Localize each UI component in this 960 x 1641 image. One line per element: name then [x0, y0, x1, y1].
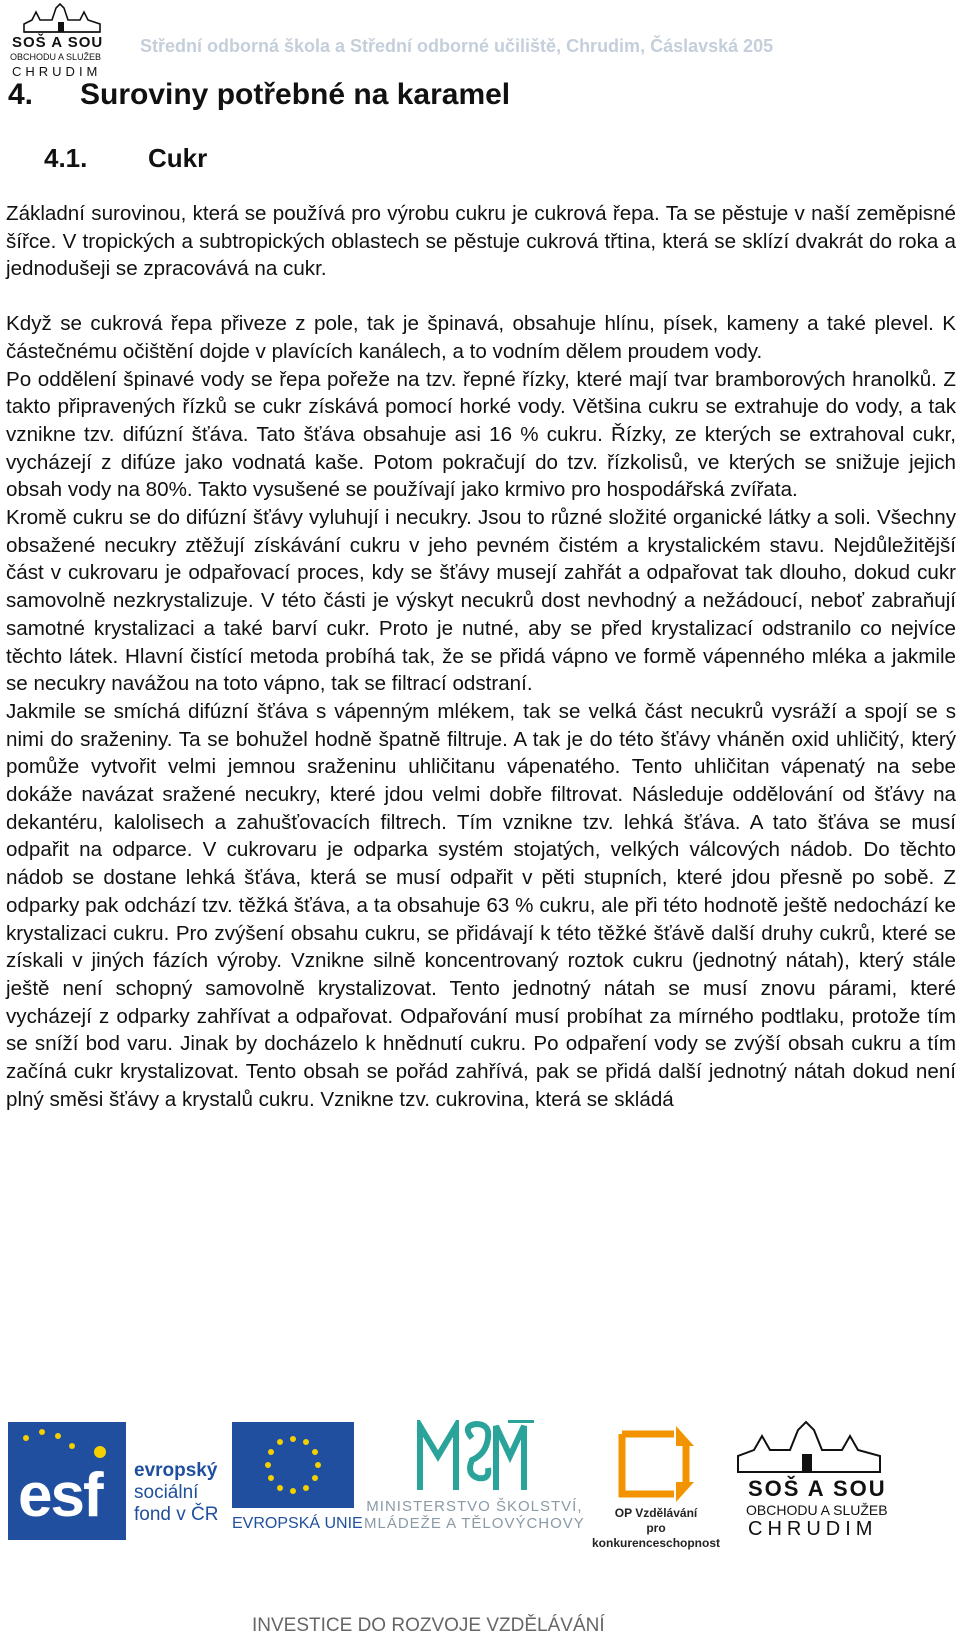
paragraph: Jakmile se smíchá difúzní šťáva s vápenným mlékem, tak se velká část necukrů vysráží a spojí se s nimi do sraženiny. Ta se bohužel hodně špatně filtruje. A tak je do této šťávy vháněn oxid uhličitý, který pomůže vytvořit velmi jemnou sraženinu uhličitanu vápenatého. Tento uhličitan vápenatý na sebe dokáže navázat sražené necukry, které jdou velmi dobře filtrovat. Následuje oddělování od šťávy na dekantéru, kalolisech a zahušťovacích filtrech. Tím vznikne tzv. lehká šťáva. A tato šťáva se musí odpařit na odparce. V cukrovaru je odparka systém stojatých, velkých válcových nádob. Do těchto nádob se dostane lehká šťáva, která se musí odpařit v pěti stupních, které jdou přesně po sobě. Z odparky pak odchází tzv. těžká šťáva, a ta obsahuje 63 % cukru, ale při této hodnotě ještě nedochází ke krystalizaci cukru. Pro zvýšení obsahu cukru, se přidávají k této těžké šťávě další druhy cukrů, které se získali v jiných fázích výroby. Vznikne silně koncentrovaný roztok cukru (jednotný nátah), který stále ještě není schopný samovolně krystalizovat. Tento jednotný nátah se musí znovu párami, které vycházejí z odparky zahřívat a odpařovat. Odpařování musí probíhat za mírného podtlaku, protože tím se sníží bod varu. Jinak by docházelo k hnědnutí cukru. Po odpaření vody se zvýší obsah cukru a tím začíná cukr krystalizovat. Tento obsah se pořád zahřívá, pak se přidá další jednotný nátah dokud není plný směsi šťávy a krystalů cukru. Vznikne tzv. cukrovina, která se skládá — [6, 699, 956, 1111]
chapter-title: Suroviny potřebné na karamel — [80, 78, 511, 111]
op-line1: OP Vzdělávání — [614, 1506, 698, 1520]
logo-line3: CHRUDIM — [12, 64, 102, 79]
investment-slogan: INVESTICE DO ROZVOJE VZDĚLÁVÁNÍ — [252, 1615, 605, 1636]
page-header — [0, 0, 960, 82]
op-logo-icon — [614, 1426, 698, 1502]
paragraph: Když se cukrová řepa přiveze z pole, tak je špinavá, obsahuje hlínu, písek, kameny a také plevel. K částečnému očištění dojde v plavících kanálech, a to vodním dělem proudem vody. — [6, 312, 956, 363]
logo-line2: OBCHODU A SLUŽEB — [10, 52, 102, 62]
op-line2: pro konkurenceschopnost — [591, 1521, 721, 1550]
esf-line2: sociální — [134, 1482, 199, 1503]
school-logo — [4, 2, 116, 80]
castle-icon — [734, 1420, 884, 1474]
eu-label: EVROPSKÁ UNIE — [232, 1515, 363, 1532]
footer-logo-line2: OBCHODU A SLUŽEB — [746, 1502, 888, 1518]
chapter-heading — [8, 78, 510, 112]
body-text — [6, 200, 956, 1114]
msmt-caption — [364, 1498, 585, 1532]
eu-flag — [232, 1422, 354, 1508]
school-logo-footer — [734, 1420, 894, 1550]
op-caption — [586, 1506, 726, 1551]
msmt-line1: MINISTERSTVO ŠKOLSTVÍ, — [366, 1498, 583, 1515]
esf-caption — [134, 1460, 218, 1526]
msmt-line2: MLÁDEŽE A TĚLOVÝCHOVY — [364, 1515, 585, 1532]
paragraph: Kromě cukru se do difúzní šťávy vyluhují i necukry. Jsou to různé složité organické látky a soli. Všechny obsažené necukry ztěžují získávání cukru v jeho pevném čistém a krystalickém stavu. Nejdůležitější část v cukrovaru je odpařovací proces, kdy se šťávy musejí zahřát a odpařovat tak dlouho, dokud cukr samovolně nezkrystalizuje. V této části je výskyt necukrů dost nevhodný a nežádoucí, neboť zabraňují samotné krystalizaci a také barví cukr. Proto je nutné, aby se před krystalizací odstranilo co nejvíce těchto látek. Hlavní čistící metoda probíhá tak, že se přidá vápno ve formě vápenného mléka a jakmile se necukry navážou na toto vápno, tak se filtrací odstraní. — [6, 506, 956, 696]
footer-logo-line3: CHRUDIM — [748, 1518, 878, 1540]
paragraph: Základní surovinou, která se používá pro výrobu cukru je cukrová řepa. Ta se pěstuje v naší zeměpisné šířce. V tropických a subtropických oblastech se pěstuje cukrová třtina, která se sklízí dvakrát do roka a jednodušeji se zpracovává na cukr. — [6, 202, 956, 281]
school-name: Střední odborná škola a Střední odborné učiliště, Chrudim, Čáslavská 205 — [140, 36, 774, 56]
paragraph: Po oddělení špinavé vody se řepa pořeže na tzv. řepné řízky, které mají tvar bramborových hranolků. Z takto připravených řízků se cukr získává pomocí horké vody. Většina cukru se extrahuje do vody, a tak vznikne tzv. difúzní šťáva. Tato šťáva obsahuje asi 16 % cukru. Řízky, ze kterých se extrahoval cukr, vycházejí z difúze jako vodnatá kaše. Potom pokračují do tzv. řízkolisů, ve kterých se snižuje jejich obsah vody na 80%. Takto vysušené se používají jako krmivo pro hospodářská zvířata. — [6, 367, 956, 502]
castle-icon — [22, 2, 102, 34]
chapter-number: 4. — [8, 78, 34, 111]
esf-line3: fond v ČR — [134, 1504, 219, 1525]
section-heading — [44, 143, 207, 174]
section-number: 4.1. — [44, 143, 88, 173]
footer-logo-line1: SOŠ A SOU — [748, 1476, 887, 1501]
msmt-logo-icon — [416, 1420, 536, 1496]
esf-mark: esf — [18, 1461, 102, 1530]
logo-line1: SOŠ A SOU — [12, 34, 104, 51]
esf-line1: evropský — [134, 1460, 218, 1481]
eu-stars-icon — [232, 1422, 354, 1508]
footer-logos — [0, 1410, 960, 1641]
section-title: Cukr — [148, 143, 208, 173]
